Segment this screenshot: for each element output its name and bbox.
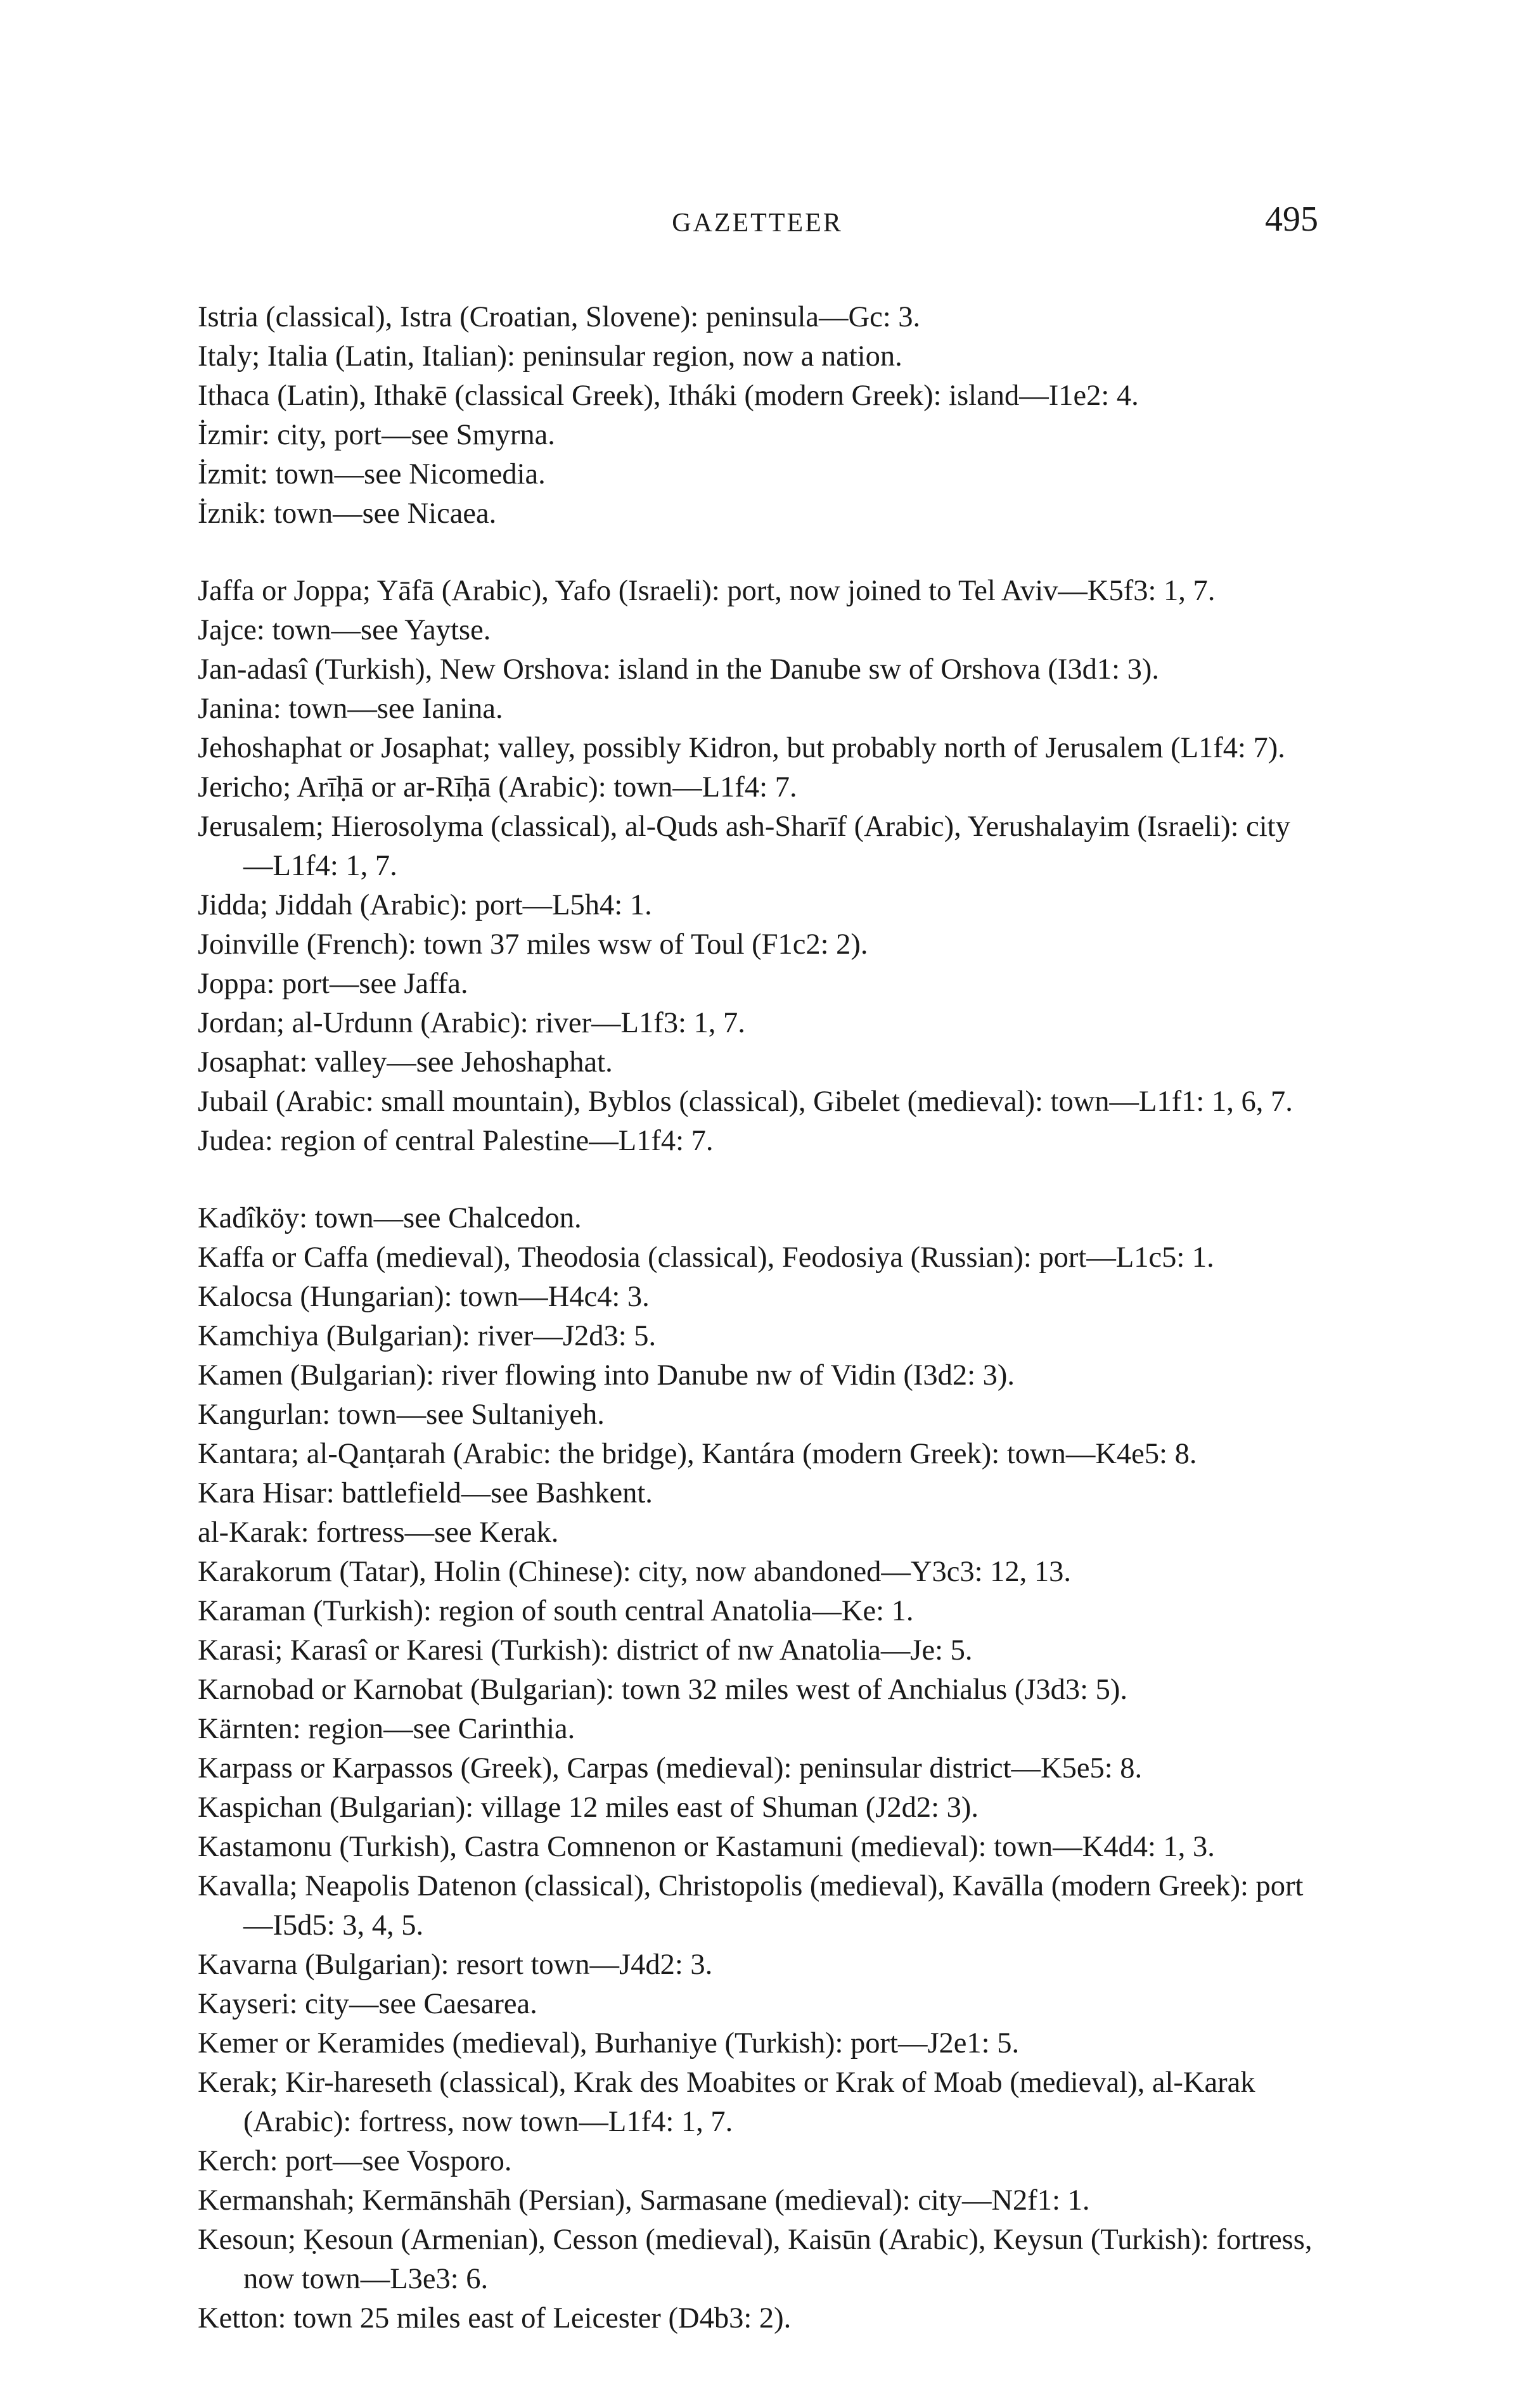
gazetteer-entry: Kadîköy: town—see Chalcedon. [198,1202,582,1234]
gazetteer-section [198,298,1319,534]
gazetteer-entry: Jan-adasî (Turkish), New Orshova: island in the Danube sw of Orshova (I3d1: 3). [198,653,1160,686]
gazetteer-entry: Josaphat: valley—see Jehoshaphat. [198,1046,613,1079]
page-number: 495 [1265,200,1318,239]
gazetteer-entry: al-Karak: fortress—see Kerak. [198,1516,559,1549]
gazetteer-entry: Janina: town—see Ianina. [198,693,503,725]
gazetteer-entry: Karakorum (Tatar), Holin (Chinese): city, now abandoned—Y3c3: 12, 13. [198,1556,1072,1588]
gazetteer-entry: Jordan; al-Urdunn (Arabic): river—L1f3: 1, 7. [198,1007,745,1039]
gazetteer-section [198,572,1319,1161]
gazetteer-entry: Jidda; Jiddah (Arabic): port—L5h4: 1. [198,889,652,921]
gazetteer-entry: Kamen (Bulgarian): river flowing into Danube nw of Vidin (I3d2: 3). [198,1359,1015,1392]
gazetteer-entry: Ketton: town 25 miles east of Leicester (D4b3: 2). [198,2302,792,2334]
gazetteer-entry: Kärnten: region—see Carinthia. [198,1713,575,1745]
gazetteer-entry: Kamchiya (Bulgarian): river—J2d3: 5. [198,1320,657,1352]
gazetteer-entry: Kavarna (Bulgarian): resort town—J4d2: 3. [198,1949,713,1981]
gazetteer-entry: Kermanshah; Kermānshāh (Persian), Sarmasane (medieval): city—N2f1: 1. [198,2184,1090,2217]
gazetteer-entry: Kayseri: city—see Caesarea. [198,1988,537,2020]
gazetteer-entry: İznik: town—see Nicaea. [198,497,497,530]
gazetteer-entry: Kerak; Kir-hareseth (classical), Krak des Moabites or Krak of Moab (medieval), al-Karak (Arabic): fortress, now town—L1f4: 1, 7. [198,2066,1255,2138]
gazetteer-entry: Jericho; Arīḥā or ar-Rīḥā (Arabic): town—L1f4: 7. [198,771,797,804]
gazetteer-entry: Ithaca (Latin), Ithakē (classical Greek), Itháki (modern Greek): island—I1e2: 4. [198,380,1139,412]
running-head: GAZETTEER [672,208,843,238]
gazetteer-entry: İzmit: town—see Nicomedia. [198,458,546,490]
gazetteer-entry: Jerusalem; Hierosolyma (classical), al-Quds ash-Sharīf (Arabic), Yerushalayim (Israeli): city—L1f4: 1, 7. [198,810,1290,882]
gazetteer-entry: Kerch: port—see Vosporo. [198,2145,512,2177]
gazetteer-entry: Kara Hisar: battlefield—see Bashkent. [198,1477,653,1509]
gazetteer-entry: Istria (classical), Istra (Croatian, Slovene): peninsula—Gc: 3. [198,301,921,333]
gazetteer-entry: Kesoun; Ḳesoun (Armenian), Cesson (medieval), Kaisūn (Arabic), Keysun (Turkish): fortress, now town—L3e3: 6. [198,2224,1312,2295]
gazetteer-body [198,298,1319,2376]
gazetteer-entry: Judea: region of central Palestine—L1f4: 7. [198,1125,714,1157]
gazetteer-entry: Kantara; al-Qanṭarah (Arabic: the bridge), Kantára (modern Greek): town—K4e5: 8. [198,1438,1197,1470]
gazetteer-entry: Italy; Italia (Latin, Italian): peninsular region, now a nation. [198,340,902,373]
page-header [196,190,1318,247]
gazetteer-entry: Karpass or Karpassos (Greek), Carpas (medieval): peninsular district—K5e5: 8. [198,1752,1143,1784]
gazetteer-entry: Jaffa or Joppa; Yāfā (Arabic), Yafo (Israeli): port, now joined to Tel Aviv—K5f3: 1, 7. [198,575,1216,607]
gazetteer-entry: Kaffa or Caffa (medieval), Theodosia (classical), Feodosiya (Russian): port—L1c5: 1. [198,1241,1214,1274]
gazetteer-entry: Karasi; Karasî or Karesi (Turkish): district of nw Anatolia—Je: 5. [198,1634,973,1667]
gazetteer-entry: Kalocsa (Hungarian): town—H4c4: 3. [198,1281,650,1313]
gazetteer-entry: Jajce: town—see Yaytse. [198,614,491,646]
gazetteer-entry: Kastamonu (Turkish), Castra Comnenon or Kastamuni (medieval): town—K4d4: 1, 3. [198,1831,1215,1863]
gazetteer-entry: Kavalla; Neapolis Datenon (classical), Christopolis (medieval), Kavālla (modern Greek): port—I5d5: 3, 4, 5. [198,1870,1304,1942]
gazetteer-entry: Jubail (Arabic: small mountain), Byblos (classical), Gibelet (medieval): town—L1f1: 1, 6, 7. [198,1086,1293,1118]
gazetteer-entry: Karnobad or Karnobat (Bulgarian): town 32 miles west of Anchialus (J3d3: 5). [198,1674,1128,1706]
gazetteer-entry: Karaman (Turkish): region of south central Anatolia—Ke: 1. [198,1595,914,1627]
gazetteer-entry: Joppa: port—see Jaffa. [198,968,468,1000]
gazetteer-entry: Joinville (French): town 37 miles wsw of Toul (F1c2: 2). [198,928,868,961]
gazetteer-entry: Kemer or Keramides (medieval), Burhaniye (Turkish): port—J2e1: 5. [198,2027,1020,2059]
gazetteer-entry: Jehoshaphat or Josaphat; valley, possibly Kidron, but probably north of Jerusalem (L1f4: 7). [198,732,1285,764]
gazetteer-section [198,1199,1319,2338]
gazetteer-entry: Kaspichan (Bulgarian): village 12 miles east of Shuman (J2d2: 3). [198,1791,979,1824]
gazetteer-entry: İzmir: city, port—see Smyrna. [198,419,555,451]
gazetteer-entry: Kangurlan: town—see Sultaniyeh. [198,1399,605,1431]
